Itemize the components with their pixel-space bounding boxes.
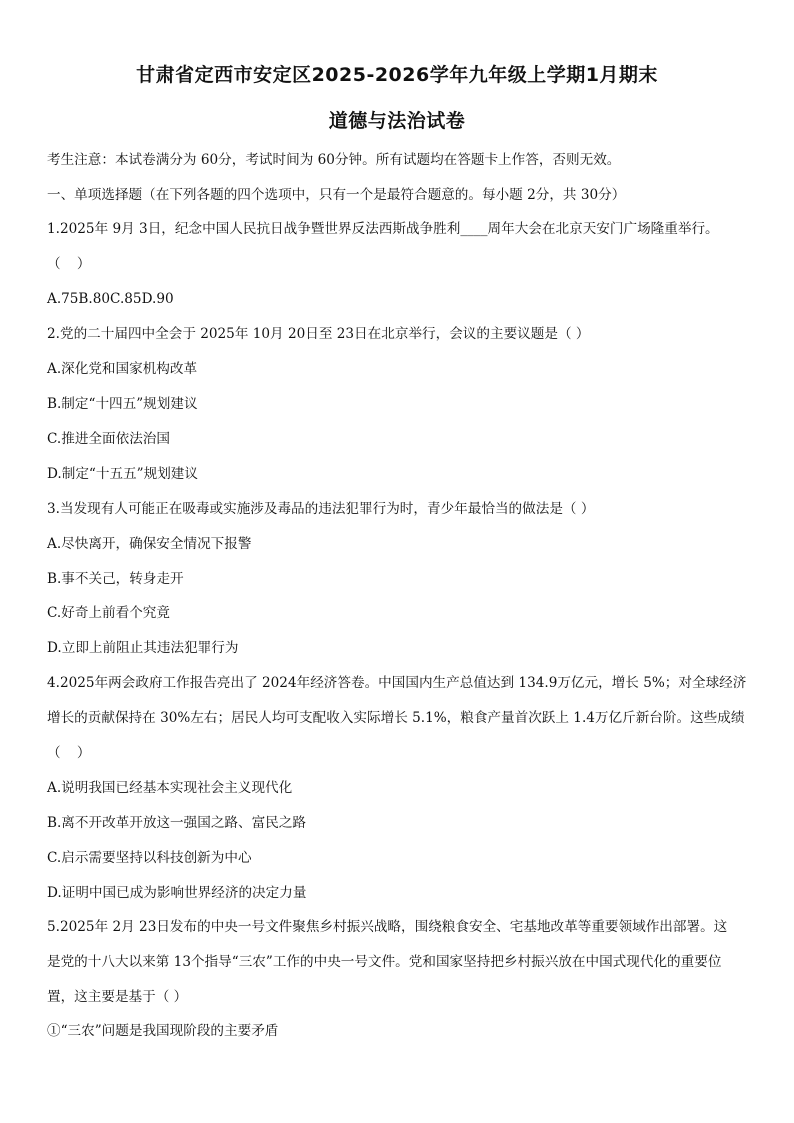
question-2-option-d: D.制定“十五五”规划建议 [47, 466, 198, 482]
question-4-option-a: A.说明我国已经基本实现社会主义现代化 [47, 780, 293, 796]
question-3-option-c: C.好奇上前看个究竟 [47, 605, 170, 621]
exam-title: 甘肃省定西市安定区2025-2026学年九年级上学期1月期末 [136, 64, 658, 86]
question-5-stem-line-3: 置，这主要是基于（ ） [47, 989, 188, 1005]
question-4-stem-line-1: 4.2025年两会政府工作报告亮出了 2024年经济答卷。中国国内生产总值达到 134.9万亿元，增长 5%；对全球经济 [47, 675, 747, 691]
question-2-stem: 2.党的二十届四中全会于 2025年 10月 20日至 23日在北京举行，会议的主要议题是（ ） [47, 326, 590, 342]
question-1-answer-blank: （ ） [47, 256, 97, 272]
question-1-options: A.75B.80C.85D.90 [47, 291, 174, 307]
question-5-stem-line-2: 是党的十八大以来第 13个指导“三农”工作的中央一号文件。党和国家坚持把乡村振兴放在中国式现代化的重要位 [47, 954, 722, 970]
question-2-option-a: A.深化党和国家机构改革 [47, 361, 198, 377]
question-5-statement-1: ①“三农”问题是我国现阶段的主要矛盾 [47, 1023, 279, 1039]
question-5-stem-line-1: 5.2025年 2月 23日发布的中央一号文件聚焦乡村振兴战略，围绕粮食安全、宅基地改革等重要领域作出部署。这 [47, 919, 728, 935]
question-4-stem-line-2: 增长的贡献保持在 30%左右；居民人均可支配收入实际增长 5.1%，粮食产量首次跃上 1.4万亿斤新台阶。这些成绩 [47, 710, 745, 726]
question-4-answer-blank: （ ） [47, 745, 97, 761]
question-2-option-c: C.推进全面依法治国 [47, 431, 170, 447]
question-3-stem: 3.当发现有人可能正在吸毒或实施涉及毒品的违法犯罪行为时，青少年最恰当的做法是（ ） [47, 501, 595, 517]
exam-notice: 考生注意：本试卷满分为 60分，考试时间为 60分钟。所有试题均在答题卡上作答，否则无效。 [47, 152, 621, 168]
question-3-option-b: B.事不关己，转身走开 [47, 571, 184, 587]
section-heading: 一、单项选择题（在下列各题的四个选项中，只有一个是最符合题意的。每小题 2分，共 30分） [47, 187, 626, 203]
question-4-option-b: B.离不开改革开放这一强国之路、富民之路 [47, 815, 306, 831]
question-3-option-a: A.尽快离开，确保安全情况下报警 [47, 536, 252, 552]
question-2-option-b: B.制定“十四五”规划建议 [47, 396, 198, 412]
question-4-option-c: C.启示需要坚持以科技创新为中心 [47, 850, 252, 866]
question-1-stem: 1.2025年 9月 3日，纪念中国人民抗日战争暨世界反法西斯战争胜利____周年大会在北京天安门广场隆重举行。 [47, 221, 719, 237]
exam-subtitle: 道德与法治试卷 [328, 110, 466, 132]
question-3-option-d: D.立即上前阻止其违法犯罪行为 [47, 640, 239, 656]
question-4-option-d: D.证明中国已成为影响世界经济的决定力量 [47, 885, 307, 901]
